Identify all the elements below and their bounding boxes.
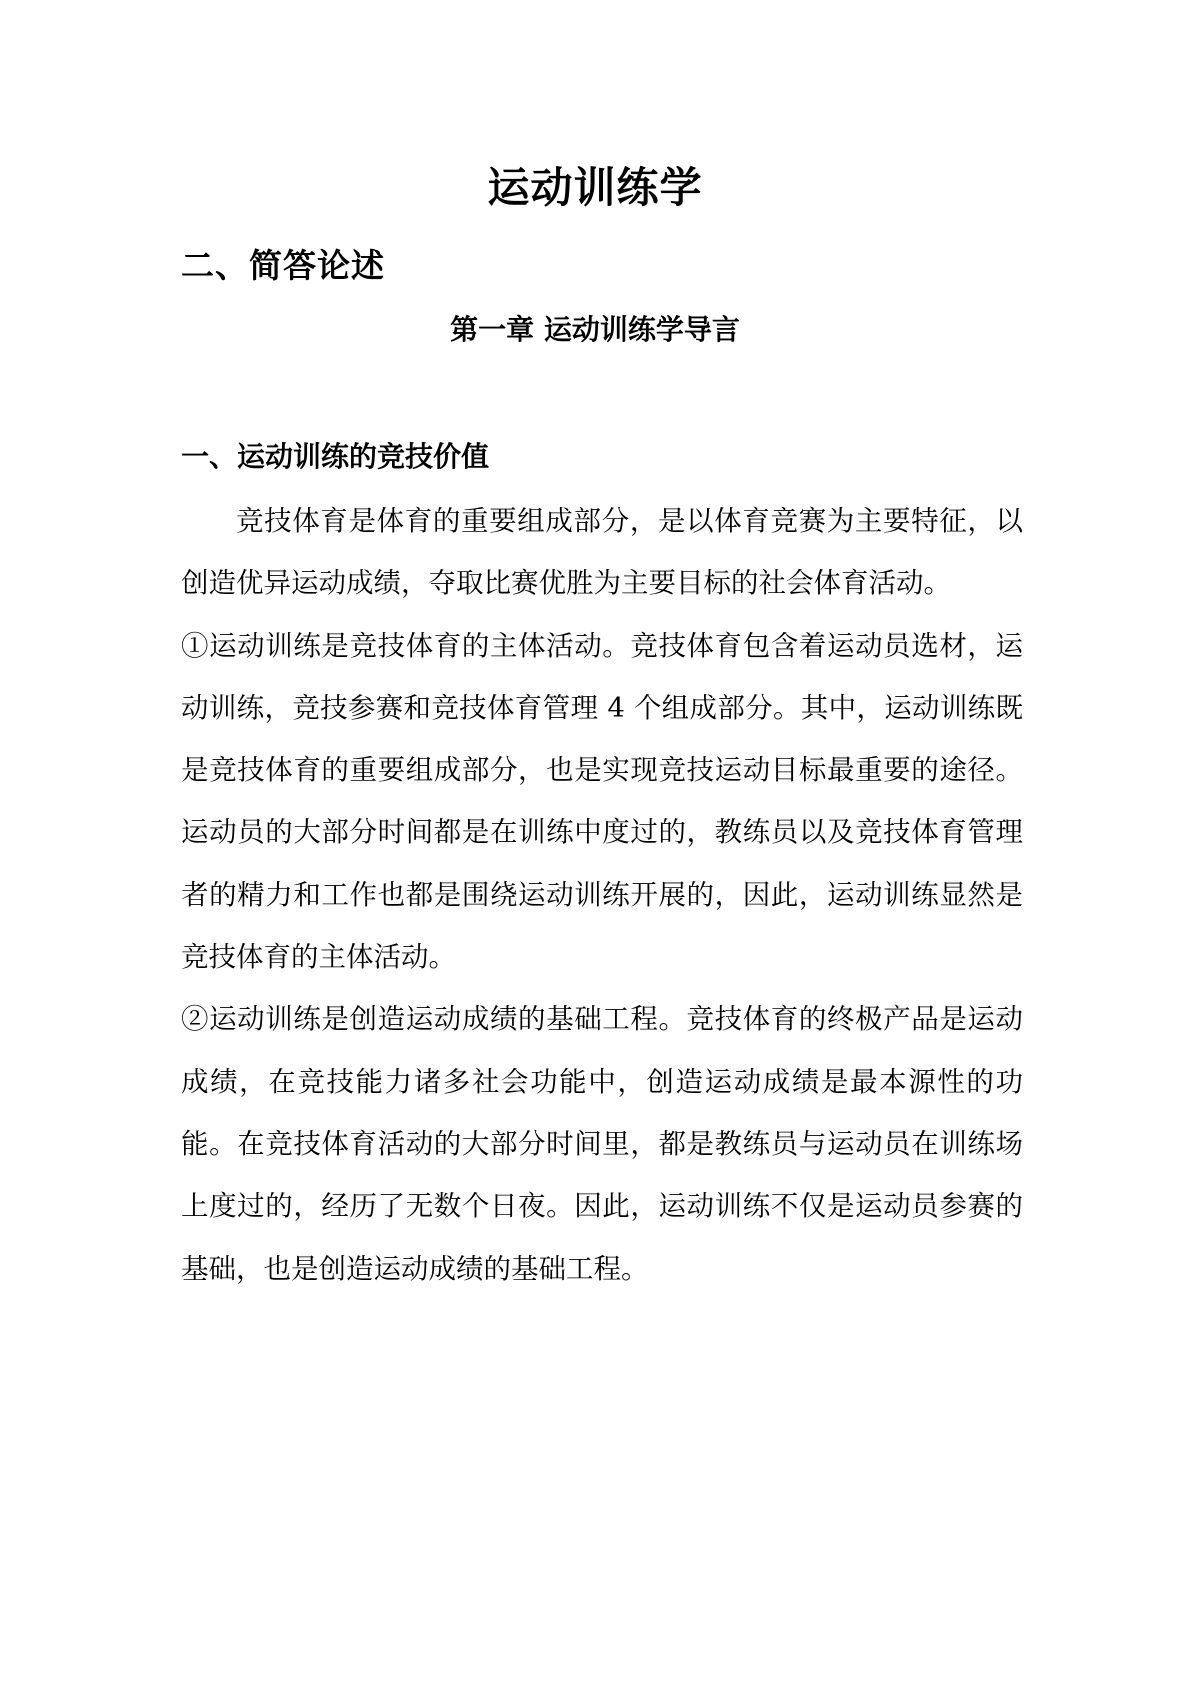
part-heading: 二、简答论述 [181, 246, 385, 285]
body-text [181, 490, 1023, 1300]
paragraph-point-2: ②运动训练是创造运动成绩的基础工程。竞技体育的终极产品是运动成绩，在竞技能力诸多社会功能中，创造运动成绩是最本源性的功能。在竞技体育活动的大部分时间里，都是教练员与运动员在训练场上度过的，经历了无数个日夜。因此，运动训练不仅是运动员参赛的基础，也是创造运动成绩的基础工程。 [181, 1003, 1023, 1285]
paragraph-intro: 竞技体育是体育的重要组成部分，是以体育竞赛为主要特征，以创造优异运动成绩，夺取比赛优胜为主要目标的社会体育活动。 [181, 505, 1023, 600]
paragraph-point-1: ①运动训练是竞技体育的主体活动。竞技体育包含着运动员选材，运动训练，竞技参赛和竞技体育管理 4 个组成部分。其中，运动训练既是竞技体育的重要组成部分，也是实现竞技运动目标最重要的途径。运动员的大部分时间都是在训练中度过的，教练员以及竞技体育管理者的精力和工作也都是围绕运动训练开展的，因此，运动训练显然是竞技体育的主体活动。 [181, 629, 1023, 974]
document-title: 运动训练学 [487, 163, 703, 212]
chapter-heading: 第一章 运动训练学导言 [450, 313, 740, 346]
section-heading: 一、运动训练的竞技价值 [181, 440, 490, 473]
